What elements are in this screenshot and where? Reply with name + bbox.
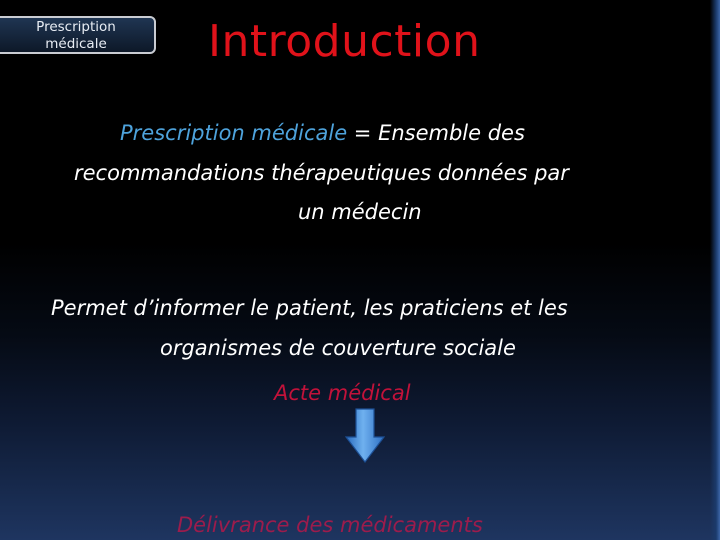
- definition-line-2: recommandations thérapeutiques données par: [74, 161, 569, 185]
- right-edge-decoration: [710, 0, 720, 540]
- down-arrow-icon: [345, 408, 385, 464]
- flow-from-text: Acte médical: [274, 381, 411, 405]
- section-label-line2: médicale: [45, 36, 107, 52]
- section-label-line1: Prescription: [36, 19, 116, 35]
- section-label-box: [0, 16, 156, 54]
- purpose-line-2: organismes de couverture sociale: [160, 336, 516, 360]
- definition-term: Prescription médicale: [120, 121, 348, 145]
- definition-line-3: un médecin: [298, 200, 422, 224]
- slide-title: Introduction: [208, 16, 481, 67]
- definition-line-1-rest: = Ensemble des: [347, 121, 525, 145]
- definition-line-1: [120, 117, 525, 150]
- flow-to-text: Délivrance des médicaments: [177, 513, 483, 537]
- purpose-line-1: Permet d’informer le patient, les praticiens et les: [51, 296, 568, 320]
